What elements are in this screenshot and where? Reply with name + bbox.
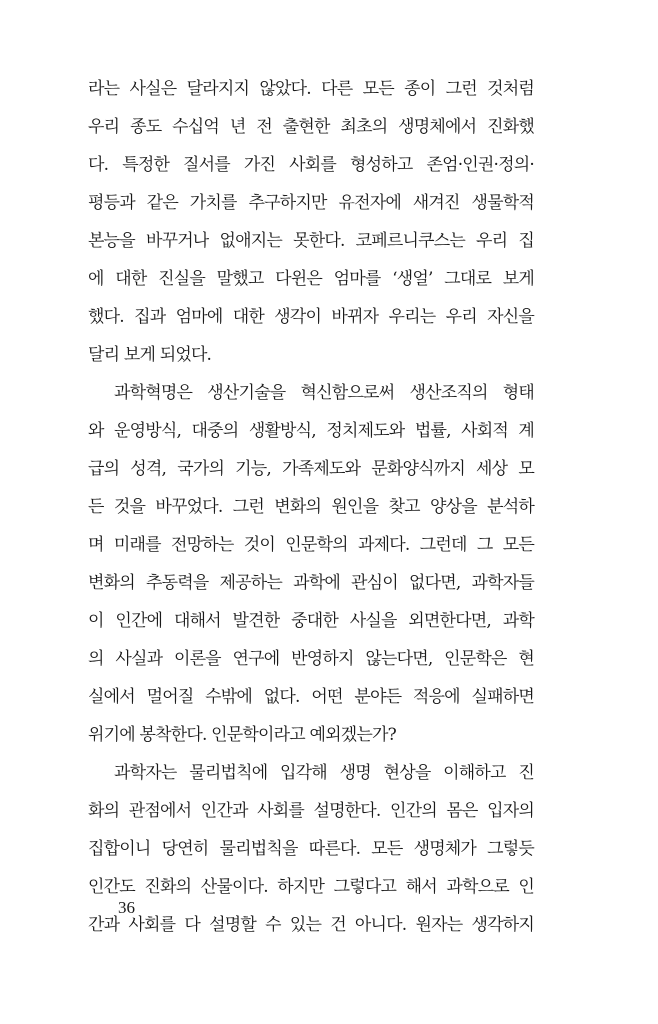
text-line: 실에서 멀어질 수밖에 없다. 어떤 분야든 적응에 실패하면 bbox=[88, 687, 534, 707]
paragraph bbox=[88, 70, 534, 374]
book-page-body bbox=[88, 70, 534, 944]
text-line: 했다. 집과 엄마에 대한 생각이 바뀌자 우리는 우리 자신을 bbox=[88, 307, 534, 327]
paragraph bbox=[88, 374, 534, 754]
text-line: 의 사실과 이론을 연구에 반영하지 않는다면, 인문학은 현 bbox=[88, 649, 534, 669]
text-line: 달리 보게 되었다. bbox=[88, 345, 212, 365]
text-line: 든 것을 바꾸었다. 그런 변화의 원인을 찾고 양상을 분석하 bbox=[88, 497, 534, 517]
text-line: 변화의 추동력을 제공하는 과학에 관심이 없다면, 과학자들 bbox=[88, 573, 534, 593]
text-line: 이 인간에 대해서 발견한 중대한 사실을 외면한다면, 과학 bbox=[88, 611, 534, 631]
text-line: 인간도 진화의 산물이다. 하지만 그렇다고 해서 과학으로 인 bbox=[88, 877, 534, 897]
text-line: 라는 사실은 달라지지 않았다. 다른 모든 종이 그런 것처럼 bbox=[88, 79, 534, 99]
text-line: 급의 성격, 국가의 기능, 가족제도와 문화양식까지 세상 모 bbox=[88, 459, 534, 479]
text-line: 며 미래를 전망하는 것이 인문학의 과제다. 그런데 그 모든 bbox=[88, 535, 534, 555]
page-number: 36 bbox=[118, 898, 135, 917]
text-line: 집합이니 당연히 물리법칙을 따른다. 모든 생명체가 그렇듯 bbox=[88, 839, 534, 859]
paragraph bbox=[88, 754, 534, 944]
text-line: 위기에 봉착한다. 인문학이라고 예외겠는가? bbox=[88, 725, 396, 745]
text-line: 간과 사회를 다 설명할 수 있는 건 아니다. 원자는 생각하지 bbox=[88, 915, 534, 935]
text-line: 평등과 같은 가치를 추구하지만 유전자에 새겨진 생물학적 bbox=[88, 193, 534, 213]
text-line: 본능을 바꾸거나 없애지는 못한다. 코페르니쿠스는 우리 집 bbox=[88, 231, 534, 251]
text-line: 과학혁명은 생산기술을 혁신함으로써 생산조직의 형태 bbox=[114, 383, 534, 403]
text-line: 와 운영방식, 대중의 생활방식, 정치제도와 법률, 사회적 계 bbox=[88, 421, 534, 441]
text-line: 에 대한 진실을 말했고 다윈은 엄마를 ‘생얼’ 그대로 보게 bbox=[88, 269, 534, 289]
text-line: 다. 특정한 질서를 가진 사회를 형성하고 존엄·인권·정의· bbox=[88, 155, 534, 175]
text-line: 과학자는 물리법칙에 입각해 생명 현상을 이해하고 진 bbox=[114, 763, 534, 783]
text-line: 화의 관점에서 인간과 사회를 설명한다. 인간의 몸은 입자의 bbox=[88, 801, 534, 821]
text-line: 우리 종도 수십억 년 전 출현한 최초의 생명체에서 진화했 bbox=[88, 117, 534, 137]
